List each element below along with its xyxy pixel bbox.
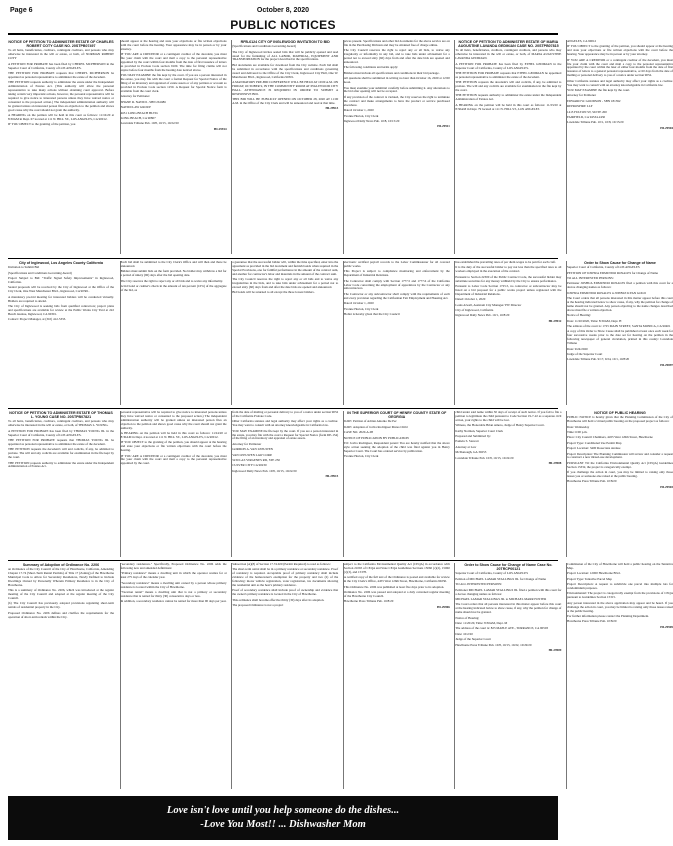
notice-paragraph: Project Description: A request to subdivide one parcel into multiple lots for condominium purposes.: [567, 582, 673, 591]
notice-column: [566, 411, 673, 557]
notice-paragraph: Pursuant to Labor Code Section 1725.5, no contractor or subcontractor may be listed on a bid proposal for a public works project unless registered with the Department of Industrial Relations.: [455, 284, 562, 296]
notice-paragraph: Any person interested in the above application may appear and be heard. If you challenge the action in court, you may be limited to raising only those issues raised at the public hearing.: [567, 600, 673, 613]
notice-paragraph: A mandatory pre-bid meeting for interested bidders will be conducted virtually. Bidders are required to attend.: [8, 294, 114, 303]
notice-paragraph: The address of the court is: 1725 MAIN STREET, SANTA MONICA, CA 90401: [567, 324, 671, 329]
notice-paragraph: Hawthorne Press Tribune Pub. 10/8, 10/15, 10/22, 10/29/20: [455, 642, 532, 647]
notice-column: [231, 40, 338, 254]
notice-paragraph: Judge of the Superior Court: [567, 352, 603, 357]
notice-paragraph: The short-term rental shall be in a primary residence or secondary residence. Proof of residency is required. Acceptable proof of primary residency shall include evidence of the homeowner's exemption for the property and two (2) of the following: motor vehicle registration, voter registration, tax documents showing the residential unit as the host's primary residence.: [232, 567, 339, 588]
notice-paragraph: The Contractor or any subcontractor shall comply with the requirements of each and every provision regarding the Californian Fair Employment and Housing Act.: [343, 291, 450, 300]
notice-number: HI-29908: [548, 461, 562, 466]
notice-paragraph: To all heirs, beneficiaries, creditors, contingent creditors, and persons who may otherwise be interested in the will or estate, or both, of: NORMAN ROBERT COTY: [8, 48, 114, 61]
notice-column: [566, 261, 673, 405]
notice-paragraph: IF YOU ARE A CREDITOR or a contingent creditor of the decedent, you must file your claim with the court and mail a copy to the personal representative appointed by the court.: [120, 453, 227, 466]
title-rule: [8, 33, 558, 35]
notice-title: Order to Show Cause for Change of Name: [584, 261, 656, 265]
notice-paragraph: City of Inglewood, California: [455, 308, 494, 313]
section-title: PUBLIC NOTICES: [230, 18, 336, 32]
notice-paragraph: In addition, a secondary residence cannot be rented for more than 90 days per year.: [120, 599, 227, 604]
notice-paragraph: CASE NO. 2020-A-08: [343, 430, 373, 435]
notice-paragraph: Contact: Project Manager, at (310) 412-5333.: [8, 317, 67, 322]
notice-title: Order to Show Cause for Change of Name Case No. 20TRCP00121: [464, 563, 553, 572]
notice-paragraph: The address of the court is: 825 MAPLE AVE., TORRANCE, CA 90503: [455, 626, 549, 631]
notice-paragraph: THE PETITION requests the decedent's will and codicils, if any, be admitted to probate. The will and any codicils are available for examination in the file kept by the court.: [455, 80, 562, 93]
notice-paragraph: Yvonne Horton, City Clerk: [343, 454, 379, 459]
notice-column: [120, 261, 227, 405]
notice-paragraph: A PETITION FOR PROBATE has been filed by THOMAS YOUNG JR. in the Superior Court of California, County of LOS ANGELES.: [8, 428, 114, 437]
notice-paragraph: PURSUANT TO the California Environmental Quality Act (CEQA) Guidelines Section 15332, the project is categorically exempt.: [567, 460, 673, 469]
notice-paragraph: Ordinance No. 2206 was passed and adopted at a duly convened regular meeting of the Hawthorne City Council.: [343, 589, 450, 598]
notice-title: Summary of Adoption of Ordinance No. 2206: [22, 563, 100, 567]
notice-title: NOTICE OF PETITION TO ADMINISTER ESTATE OF THOMAS L. YOUNG CASE NO. 20STPB07821: [9, 411, 113, 420]
notice-paragraph: IF YOU ARE A CREDITOR or a contingent creditor of the decedent, you must file your claim with the court and mail a copy to the personal representative appointed by the court within the later of either four months from the date of first issuance of letters to a general personal representative, or 60 days from the date of mailing or personal delivery to you of a notice under section 9052.: [567, 57, 673, 78]
notice-paragraph: A bid bond or cashier's check in the amount of ten percent (10%) of the aggregate of the bid, as: [120, 284, 227, 292]
notice-paragraph: should appear at the hearing and state your objections or file written objections with the court before the hearing. Your appearance may be in person or by your attorney.: [120, 39, 227, 51]
notice-paragraph: PETITION OF JOSHUA EDMUNDO ROSALES for Change of Name: [567, 270, 659, 275]
notice-column: [8, 261, 114, 405]
notice-paragraph: TO: Jovita Rodriguez, Respondent parent: You are hereby notified that the above style action seeking the adoption of the child was filed against you in Henry Superior Court. The Court has ordered service by publication.: [343, 441, 450, 453]
notice-paragraph: IF YOU ARE A CREDITOR or a contingent creditor of the decedent, you must file your claim with the court and mail a copy to the personal representative appointed by the court within four months from the date of first issuance of letters as provided in Probate Code section 9100. The time for filing claims will not expire before four months from the hearing date noticed above.: [120, 52, 227, 72]
banner-line-1: Love isn't love until you help someone do the dishes...: [166, 805, 400, 816]
notice-paragraph: A HEARING on the petition will be held in this court as follows: 11/23/20 at 8:30AM in Dept. 79 located at 111 N. HILL ST., LOS ANGELES: [455, 102, 562, 111]
notice-paragraph: Hawthorne Press Tribune Pub. 10/8/20: [567, 619, 617, 624]
notice-column: [343, 411, 450, 557]
notice-paragraph: Kathy Norman, Superior Court Clerk: [455, 428, 503, 433]
notice-paragraph: Project Type: Tentative Parcel Map: [567, 576, 612, 581]
notice-paragraph: A PETITION FOR PROBATE has been filed by ETHEL GEDIKIAN in the Superior Court of California, County of LOS ANGELES.: [455, 61, 562, 70]
notice-paragraph: If you challenge the action in court, you may be limited to raising only those issues you or someone else raised at the public hearing.: [567, 470, 673, 479]
notice-paragraph: The Contractor shall comply with Section 1777.5 and 1777.6 of the California Labor Code concerning the employment of apprentices by the Contractor or any subcontractors.: [343, 278, 450, 291]
notice-number: HI-29897: [660, 362, 673, 367]
notice-paragraph: Subsection (A)(8) of Section 17.74.020 (Permit Required) to read as follows:: [232, 562, 331, 566]
notice-paragraph: IF YOU OBJECT to the granting of the petition, you: [8, 122, 76, 127]
notice-column: [343, 261, 450, 405]
notice-paragraph: THE PETITION requests authority to administer the estate under the Independent Administration of Estates Act.: [8, 460, 114, 469]
notice-paragraph: THE PETITION requests the decedent's will and codicils, if any, be admitted to probate. The will and any codicils are available for examination in the file kept by the court.: [8, 447, 114, 460]
notice-paragraph: TO ALL INTERESTED PERSONS:: [567, 276, 614, 281]
notice-paragraph: prices present. Specifications and other bid documents for the above service are on file in the Purchasing Division and may be obtained free of charge online.: [343, 39, 450, 47]
notice-column: [343, 40, 450, 254]
notice-paragraph: The City Council reserves the right to reject any or all bids, to waive any irregularity or informality in any bid, and to take bids under advisement for a period not to exceed sixty (60) days from and after the date bids are opened and announced.: [343, 48, 450, 65]
notice-column: [120, 40, 227, 254]
notice-column: [454, 411, 561, 557]
notice-paragraph: Bid documents are available for download from the City website. Each bid shall be submitted in accordance with the specifications and conditions governing award and delivered to the Office of the City Clerk, Inglewood City Hall, One W. Manchester Blvd., Inglewood, California 90301.: [232, 62, 339, 79]
notice-paragraph: Yvonne Horton, City Clerk: [343, 113, 379, 118]
notice-paragraph: The City reserves the right to reject any or all bids and to waive any informality.: [120, 278, 223, 283]
notice-paragraph: Inglewood Daily News Pub. 10/8, 10/15/20: [343, 118, 400, 123]
notice-paragraph: The Court orders that all persons interested in this matter appear before this court at the hearing indicated below to show cause, if any, why the petition for change of name should not be granted. Any person objecting to the name changes described above must file a written objection.: [567, 296, 673, 312]
notice-column: [566, 40, 673, 254]
page-number: Page 6: [10, 7, 33, 14]
notice-paragraph: Sealed proposals will be received by the City of Inglewood at the Office of the City Clerk, One West Manchester Blvd., Inglewood, CA 90301.: [8, 285, 114, 294]
notice-paragraph: Bidders must submit bids on the form provided. No bidder may withdraw a bid for a period of ninety (90) days after the bid opening date.: [120, 269, 227, 278]
notice-column: [8, 40, 114, 254]
notice-row: [8, 258, 673, 407]
notice-paragraph: from the date of mailing or personal delivery to you of a notice under section 9052 of the California Probate Code.: [232, 410, 339, 418]
notice-paragraph: 1415 FULTON ST, SUITE 200: [567, 109, 607, 114]
notice-column: [454, 40, 561, 254]
notice-paragraph: Project Location: 12000 Hawthorne Blvd.: [567, 571, 621, 576]
notice-paragraph: subject to the California Environmental Quality Act (CEQA) in accordance with Section 21065 of CEQA and State CEQA Guidelines Sections 15060 (c)(2), 15060 (c)(3), and 15378.: [343, 562, 450, 574]
notice-paragraph: Bid bonds will be returned to all except the three lowest bidders.: [232, 290, 315, 295]
notice-paragraph: THE PETITION FOR PROBATE requests that THOMAS YOUNG JR. be appointed as personal representative to administer the estate of the decedent.: [8, 438, 114, 446]
notice-column: [231, 563, 338, 789]
notice-number: HI-29904: [660, 125, 673, 130]
notice-paragraph: Attorney for Petitioner: [120, 94, 150, 99]
notice-paragraph: Time: 6:00 p.m.: [567, 429, 588, 434]
notice-paragraph: Louis Atwell, Assistant City Manager/ PW Director: [455, 302, 522, 307]
notice-column: [454, 563, 561, 789]
page-header: [8, 4, 558, 18]
notice-paragraph: Other California statutes and legal authority may affect your rights as a creditor. You may want to consult with an attorney knowledgeable in California law.: [232, 419, 339, 428]
notice-paragraph: an Ordinance of the City Council of the City of Hawthorne, California, Amending Chapter 17.74 (Short-Term Rental Permits) of Title 17 (Zoning) of the Hawthorne Municipal Code to Allow for Secondary Residences, Newly Defined to Include Dwellings Owned by Personally Wherein Primary Residence is in the City of Hawthorne.: [8, 567, 114, 587]
notice-paragraph: THIS BID WILL BE PUBLICLY OPENED ON OCTOBER 28, 2020 AT 11:00 A.M. in the Office of the City Clerk and will be announced and read at that time.: [232, 97, 339, 105]
notice-number: HI-29911: [437, 124, 450, 129]
notice-number: HI-29915: [325, 474, 339, 479]
notice-paragraph: THE PETITION requests authority to administer the estate under the Independent Administration of Estates Act. (This authority will allow the personal representative to take many actions without obtaining court approval. Before taking certain very important actions, however, the personal representative will be required to give notice to interested persons unless they have waived notice or consented to the proposed action.) The independent administration authority will be granted unless an interested person files an objection to the petition and shows good cause why the court should not grant the authority.: [8, 80, 114, 112]
notice-paragraph: FAIRFIELD, CA 94534-2430: [567, 115, 606, 119]
notice-paragraph: a guarantee that the successful bidder will, within the time specified, enter into the agreement as provided in the bid document and furnish bonds when required in the Special Provisions, one for faithful performance in the amount of the contract sum, and another for contractor's labor and materials in the amount of the contract sum.: [232, 260, 339, 276]
notice-column: [120, 563, 227, 789]
notice-paragraph: A copy of this Order to Show Cause shall be published at least once each week for four successive weeks prior to the date set for hearing on the petition in the following newspaper of general circulation, printed in this county: Lawndale Tribune: [567, 329, 673, 346]
notice-paragraph: Witness, the Honorable Brian Amero, Judge of Henry Superior Court.: [455, 423, 545, 428]
notice-number: HI-29914: [213, 126, 227, 131]
notice-paragraph: Lawndale Tribune Pub. 10/8, 10/15, 10/22/20: [455, 455, 514, 460]
notice-paragraph: The Court orders that all persons interested in this matter appear before this court at the hearing indicated below to show cause, if any, why the petition for change of name should not be granted.: [455, 602, 562, 615]
notice-paragraph: has established the prevailing rates of per diem wages to be paid for each craft.: [455, 260, 557, 264]
notice-paragraph: "secondary residences." Specifically, Proposed Ordinance No. 2206 adds the following new and amended definitions:: [120, 562, 227, 570]
notice-number: HI-29903: [660, 484, 673, 489]
notice-paragraph: Bidders must include all specifications and conditions in their bid package.: [343, 70, 440, 75]
dishwasher-banner: [8, 796, 558, 840]
notice-paragraph: VAN LEEUWEN LAW CORP.: [232, 452, 273, 457]
notice-paragraph: Judge of the Superior Court: [455, 637, 491, 642]
notice-paragraph: A HEARING on the petition will be held in this court as follows: 11/16/20 at 8:30AM in Dept. 67 located at 111 N. HILL ST., LOS ANGELES, CA 90012.: [8, 113, 114, 121]
notice-paragraph: Notice of Hearing:: [567, 313, 591, 318]
notice-paragraph: "Primary residence" means a dwelling unit in which the operator resides for at least 275 days of the calendar year.: [120, 571, 227, 580]
notice-paragraph: Lawndale Tribune Pub. 10/1, 10/8, 10/15/20: [567, 120, 624, 125]
notice-paragraph: The City Council reserves the right to reject any or all bids and to waive any irregularities in the bids, and to take bids under advisement for a period not to exceed sixty (60) days from and after the date bids are opened and announced.: [232, 277, 339, 289]
notice-paragraph: This is a summary of Ordinance No. 2206, which was introduced at the regular meeting of the City Council and adopted at the regular meeting of the City Council.: [8, 588, 114, 601]
notice-paragraph: Proposed Ordinance No. 2206 defines and clarifies the requirements for the operation of short-term rentals within the City.: [8, 610, 114, 619]
notice-column: [231, 411, 338, 557]
notice-paragraph: LONG BEACH, CA 90807: [120, 115, 156, 120]
notice-paragraph: Date: 10/2/20: [455, 631, 473, 636]
notice-paragraph: All questions shall be submitted in writing no later than October 16, 2020 at 12:00 noon.: [343, 76, 450, 85]
banner-line-2: -Love You Most!! ... Dishwasher Mom: [200, 819, 366, 830]
notice-column: [8, 563, 114, 789]
notice-paragraph: REPROSPIRE LLP: [567, 104, 593, 109]
notice-paragraph: Each bid shall be submitted to the City Clerk's Office and will then and there be announced.: [120, 260, 227, 268]
notice-paragraph: YOU MAY EXAMINE the file kept by the court.: [567, 87, 631, 92]
notice-paragraph: If any provision of the contract is violated, the City reserves the right to terminate the contract and make arrangements to have the product or service purchased elsewhere.: [343, 94, 450, 107]
notice-paragraph: The following conditions and terms apply:: [343, 65, 399, 70]
notice-column: [454, 261, 561, 405]
notice-number: HI-29913: [325, 106, 339, 111]
notice-row: [8, 560, 673, 791]
notice-title: NOTICE OF PETITION TO ADMINISTER ESTATE OF MARIA AUGUSTINE LAVANDA GEDIKIAN CASE NO. 20STPB07815: [458, 40, 559, 49]
notice-paragraph: Pamela S. Stewart: [455, 439, 479, 444]
notice-paragraph: 4651 LONG BEACH BLVD.: [120, 110, 159, 115]
notice-paragraph: In RE: Adoption of Jovita Rodriguez Mares Child: [343, 424, 408, 429]
notice-paragraph: The proposed Ordinance is not a project: [232, 603, 284, 608]
notice-paragraph: Project Type: Conditional Use Permit Map: [567, 440, 622, 445]
notice-paragraph: Holler is hereby given that the City Council: [343, 311, 400, 316]
notice-paragraph: To all heirs, beneficiaries, creditors, contingent creditors, and persons who may otherwise be interested in the will or estate, or both, of THOMAS L. YOUNG.: [8, 419, 114, 428]
notice-paragraph: Inglewood Daily News Pub. 10/1, 10/8/20: [455, 313, 510, 318]
notice-paragraph: THE PETITION FOR PROBATE requests that ETHEL GEDIKIAN be appointed as personal representative to administer the estate of the decedent.: [455, 70, 562, 79]
notice-paragraph: Project Description: The Planning Commission will review and consider a request to construct a new mixed-use development.: [567, 451, 673, 460]
notice-title: City of Inglewood, Los Angeles County California: [18, 261, 104, 265]
notice-paragraph: IF YOU OBJECT to the granting of the petition, you should appear at the hearing and state your objections or file written objections with the court before the hearing.: [120, 440, 227, 453]
notice-number: HI-29912: [548, 318, 562, 323]
notice-paragraph: The City of Inglewood is seeking bids from qualified contractors; project plans and specifications are available for review at the Public Works City Yard at 222 Beach Avenue, Inglewood, CA 90301.: [8, 303, 114, 316]
notice-column: [343, 563, 450, 789]
notice-paragraph: You must examine your submittal carefully before submitting it. Any alterations to the bid after opening will not be accepted.: [343, 85, 450, 94]
notice-paragraph: Dated: October 1, 2020: [343, 301, 374, 306]
notice-paragraph: EDWARD W. GOODSON - SBN 181392: [567, 98, 621, 103]
notices-grid: [8, 38, 673, 790]
notice-paragraph: NOTICE OF PUBLICATION BY PUBLICATION: [343, 435, 409, 440]
notice-paragraph: Pursuant to Section 22300 of the Public Contract Code, the successful bidder may substitute securities for any money withheld by the City to ensure performance.: [455, 274, 562, 283]
notice-number: HI-29909: [548, 648, 562, 652]
notice-paragraph: Attorney for Petitioner: [567, 93, 597, 98]
notice-title: NOTICE OF PUBLIC HEARING: [594, 411, 646, 415]
notice-paragraph: GORDON A. VAN LEEUWEN: [232, 447, 273, 452]
notice-number: HI-29905: [660, 624, 673, 629]
notice-paragraph: Place: City Council Chambers, 4455 West 126th Street, Hawthorne: [567, 435, 653, 440]
notice-paragraph: YOU MAY EXAMINE the file kept by the court. If you are a person interested in the estate, you may file with the court a formal Request for Special Notice of the filing of an inventory and appraisal of estate assets or of any petition or account as provided in Probate Code section 1250. A Request for Special Notice form is available from the court clerk.: [120, 73, 227, 93]
notice-paragraph: Environmental: The project is categorically exempt from the provisions of CEQA pursuant to Guidelines Section 15315.: [567, 591, 673, 600]
notice-paragraph: Hawthorne Press Tribune Pub. 10/8/20: [343, 599, 394, 604]
notice-paragraph: Attorney for Petitioner: [232, 441, 262, 446]
notice-paragraph: THE PETITION requests authority to administer the estate under the Independent Administration of Estates Act.: [455, 93, 562, 102]
notice-paragraph: Dated: October 1, 2020: [343, 108, 374, 113]
notice-paragraph: A certified copy of the full text of the Ordinance is posted and available for review in the City Clerk's Office, 4455 West 126th Street, Hawthorne, California 90250.: [343, 575, 450, 584]
notice-paragraph: Lawndale Tribune Pub. 10/8, 10/15, 10/22/20: [120, 121, 179, 126]
notice-paragraph: Petitioner MICHAEL LAMAR STALLINGS JR. filed a petition with this court for a decree changing names as follows:: [455, 587, 562, 596]
notice-row: [8, 38, 673, 256]
notice-paragraph: Hawthorne Press Tribune Pub. 10/8/20: [567, 479, 617, 484]
notice-paragraph: This ordinance shall become effective thirty (30) days after its adoption.: [232, 597, 325, 602]
notice-paragraph: (Specifications and Conditions Governing Award): [232, 44, 296, 49]
notice-paragraph: Date: 11/20/2020, Time: 8:30AM, Dept. H: [567, 318, 622, 323]
notice-paragraph: Petition of MICHAEL LAMAR STALLINGS JR. for Change of Name: [455, 576, 547, 581]
notice-paragraph: Commission of the City of Hawthorne will hold a public hearing on the Tentative Map.: [567, 562, 673, 570]
notice-paragraph: personal representative will be required to give notice to interested persons unless they have waived notice or consented to the proposed action.) The independent administration authority will be granted unless an interested person files an objection to the petition and shows good cause why the court should not grant the authority.: [120, 410, 227, 430]
notice-paragraph: THE PETITION FOR PROBATE requests that CHERYL MCPHERSON be appointed as personal representative to administer the estate of the decedent.: [8, 70, 114, 79]
notice-paragraph: Date: Wednesday: [567, 424, 590, 429]
notice-paragraph: Proof of secondary residence shall include proof of ownership and evidence that the owner's primary residence is located in the City of Hawthorne.: [232, 588, 339, 597]
notice-title: IN THE SUPERIOR COURT OF HENRY COUNTY STATE OF GEORGIA: [347, 411, 447, 420]
notice-paragraph: Prepared and Submitted by:: [455, 434, 491, 439]
notice-paragraph: Project Location: 3400 Rosecrans Avenue: [567, 446, 621, 451]
notice-paragraph: For further information please contact the Planning Department.: [567, 613, 649, 618]
notice-paragraph: Inglewood Daily News Pub. 10/8, 10/15, 10/22/20: [232, 468, 297, 473]
notice-paragraph: ANGELES, CA 90012: [567, 39, 597, 43]
notice-number: HI-29906: [437, 604, 450, 609]
notice-paragraph: CULVER CITY CA 90230: [232, 463, 267, 468]
notice-paragraph: (b) The City Council has previously adopted provisions regulating short-term rentals of residential property in the City.: [8, 601, 114, 610]
notice-paragraph: "Secondary residence" means a dwelling unit owned by a person whose primary residence is located within the City of Hawthorne.: [120, 580, 227, 589]
notice-paragraph: It is the duty of the successful bidder to pay not less than the specified rates to all workers employed in the execution of the contract.: [455, 265, 562, 274]
notice-paragraph: The City of Inglewood invites sealed bids that will be publicly opened and read aloud for the furnishing of ALL LABOR, MATERIAL, EQUIPMENT AND TRANSPORTATION for the project described in the specifications.: [232, 49, 339, 62]
notice-paragraph: PUBLIC NOTICE is hereby given that the Planning Commission of the City of Hawthorne will hold a virtual public hearing on the proposed project as follows:: [567, 415, 673, 424]
notice-paragraph: Yvonne Horton, City Clerk: [343, 306, 379, 311]
notice-paragraph: Dated: October 1, 2020: [455, 297, 486, 302]
notice-paragraph: MICHAEL LAMAR STALLINGS JR. to MICHAEL MARR FOSTER: [455, 596, 547, 601]
notice-paragraph: A HEARING on the petition will be held in this court as follows: 11/24/20 at 8:30AM in Dept. 4 located at 111 N. HILL ST., LOS ANGELES, CA 90012.: [120, 431, 227, 439]
notice-paragraph: In RE: Petition of Adrian Antonio De Pec: [343, 419, 397, 424]
notice-paragraph: Date: 9/24/2020: [567, 346, 588, 351]
notice-paragraph: TO ALL INTERESTED PERSONS:: [455, 582, 503, 587]
notice-paragraph: JOSHUA EDMUNDO ROSALES to NIEBLE KYAN GOLD: [567, 290, 646, 295]
notice-paragraph: McDonough, GA 30253: [455, 450, 487, 455]
notice-paragraph: A PETITION FOR PROBATE has been filed by CHERYL MCPHERSON in the Superior Court of California, County of LOS ANGELES.: [8, 61, 114, 70]
notice-paragraph: Lawndale Tribune Pub. 9/17, 9/24, 10/1, 10/8/20: [567, 357, 630, 362]
notice-paragraph: YOU MAY EXAMINE the file kept by the court. If you are a person interested in the estate, you may file with the court a Request for Special Notice (form DE-154) of the filing of an inventory and appraisal of estate assets.: [232, 428, 339, 441]
issue-date: October 8, 2020: [256, 7, 310, 14]
notice-column: [231, 261, 338, 405]
notice-paragraph: child under said name within 30 days of receipt of such notice. If you fail to file a petition to legitimate the child pursuant to Code Section 19-7-22 as a separate civil action, your rights to the child will be lost.: [455, 410, 562, 422]
notice-paragraph: Superior Court of California, County of LOS ANGELES: [567, 265, 640, 270]
notice-paragraph: To all heirs, beneficiaries, creditors, contingent creditors, and persons who may otherwise be interested in the will or estate, or both, of MARIA AUGUSTINE LAVANDA GEDIKIAN.: [455, 48, 562, 61]
notice-paragraph: Invitation to Submit Bid: [8, 265, 40, 270]
notice-paragraph: A MANDATORY PRE-BID CONFERENCE WILL BE HELD AT 10:00 A.M. ON FRIDAY, OCTOBER 9, IN THE COMMUNITY ROOM AT INGLEWOOD CITY HALL. ATTENDANCE IS REQUIRED IN ORDER TO SUBMIT A RESPONSIVE BID.: [232, 79, 339, 96]
notice-column: [8, 411, 114, 557]
notice-paragraph: electronic certified payroll records to the Labor Commissioner for all covered public works.: [343, 260, 450, 268]
notice-paragraph: Notice of Hearing:: [455, 615, 480, 620]
notice-column: [566, 563, 673, 789]
notice-paragraph: "Vacation rental" means a dwelling unit that is not a primary or secondary residence that is rented for thirty (30) consecutive days or less.: [120, 589, 227, 598]
notice-paragraph: NAVIDI LAW GROUP: [120, 105, 151, 110]
notice-paragraph: SHANE R. NAVIDI - SBN 261686: [120, 99, 166, 104]
notice-paragraph: Project Subject to Bid: "Traffic Signal Safety Improvements" in Inglewood, California.: [8, 276, 114, 284]
notice-paragraph: 5230 LAS VIRGENES RD, STE 250: [232, 458, 280, 463]
notice-paragraph: This Project is subject to compliance monitoring and enforcement by the Department of Industrial Relations.: [343, 269, 450, 278]
notice-paragraph: Date: 11/20/20, Time: 8:30AM, Dept. M: [455, 620, 508, 625]
notice-paragraph: This Ordinance No. 2206 was published at least five days prior to its adoption.: [343, 584, 445, 589]
notice-paragraph: Petitioner JOSHUA EDMUNDO ROSALES filed a petition with this court for a decree changing names as follows:: [567, 281, 673, 290]
notice-title: RFB-6124 CITY OF INGLEWOOD INVITATION TO BID: [240, 40, 330, 44]
notice-paragraph: (Specifications and Conditions Governing Award): [8, 270, 72, 275]
notice-title: NOTICE OF PETITION TO ADMINISTER ESTATE OF CHARLES ROBERT COTY CASE NO. 20STPB07497: [8, 40, 114, 49]
notice-paragraph: Other California statutes and legal authority may affect your rights as a creditor. You may want to consult with an attorney knowledgeable in California law.: [567, 78, 673, 87]
notice-paragraph: Superior Court of California, County of LOS ANGELES: [455, 571, 528, 576]
notice-paragraph: Attorney at Law: [455, 444, 477, 449]
notice-paragraph: IF YOU OBJECT to the granting of the petition, you should appear at the hearing and state your objections or file written objections with the court before the hearing. Your appearance may be in person or by your attorney.: [567, 44, 673, 57]
notice-column: [120, 411, 227, 557]
notice-row: [8, 408, 673, 559]
